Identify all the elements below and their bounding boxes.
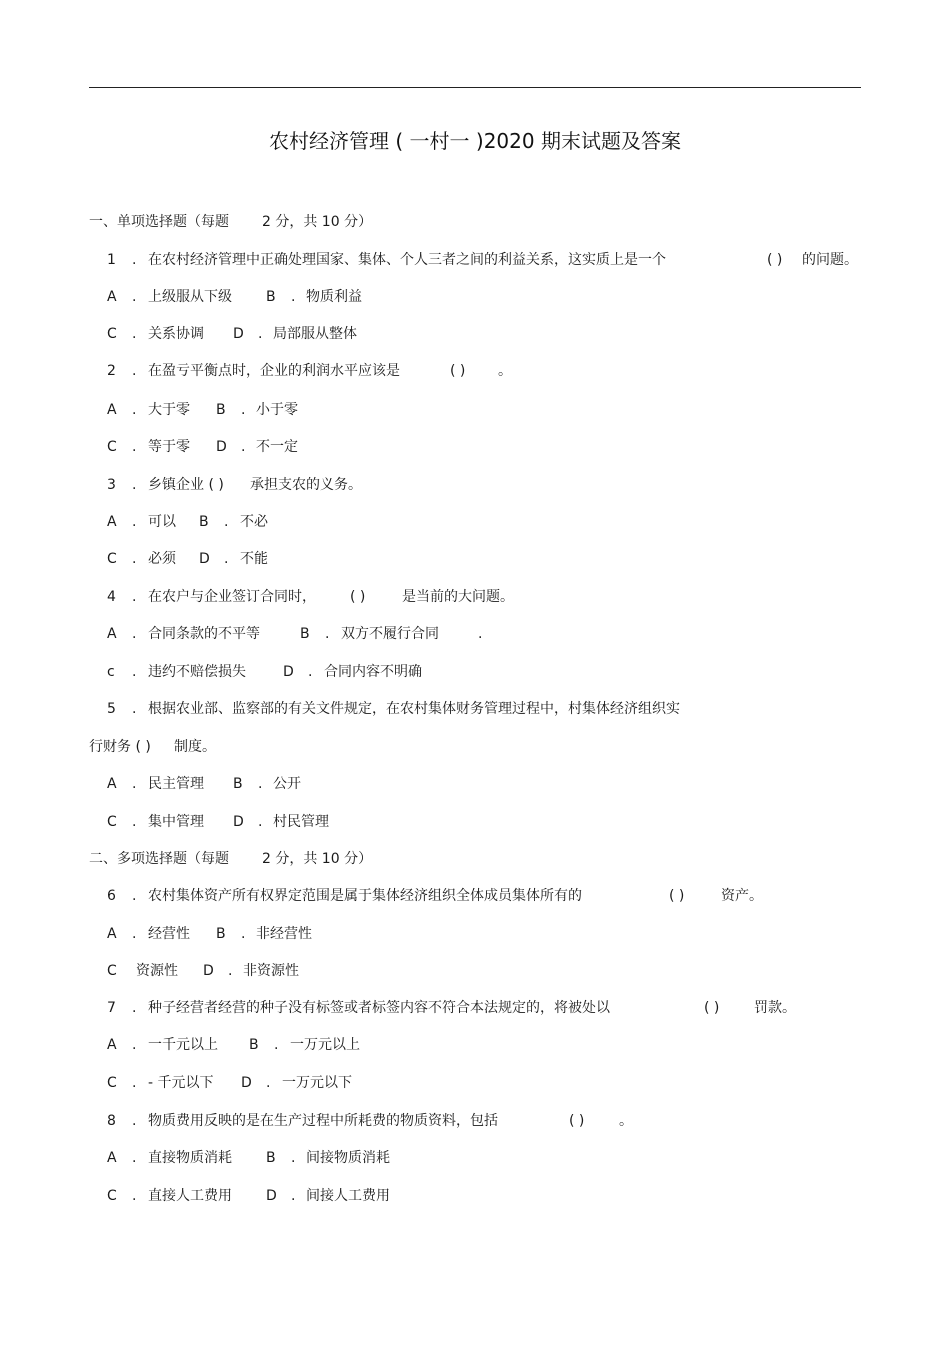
text-segment: B [216, 402, 226, 418]
text-segment: 农村集体资产所有权界定范围是属于集体经济组织全体成员集体所有的 [148, 888, 582, 904]
text-segment: 种子经营者经营的种子没有标签或者标签内容不符合本法规定的，将被处以 [148, 1000, 610, 1016]
text-segment: . [132, 926, 137, 942]
text-segment: C [107, 963, 117, 979]
text-segment: D [233, 814, 244, 830]
text-segment: 物质费用反映的是在生产过程中所耗费的物质资料，包括 [148, 1113, 498, 1129]
text-segment: . [224, 514, 229, 530]
text-segment: . [132, 1113, 137, 1129]
text-segment: A [107, 1150, 117, 1166]
text-segment: D [203, 963, 214, 979]
text-segment: 2 分，共 10 分） [262, 851, 373, 867]
text-segment: 根据农业部、监察部的有关文件规定，在农村集体财务管理过程中，村集体经济组织实 [148, 701, 680, 717]
text-segment: 集中管理 [148, 814, 204, 830]
question-text [0, 885, 950, 907]
question-text [0, 997, 950, 1019]
text-segment: 可以 [148, 514, 176, 530]
text-segment: . [132, 439, 137, 455]
text-segment: . [132, 551, 137, 567]
text-segment: 间接人工费用 [306, 1188, 390, 1204]
header-rule [89, 87, 861, 88]
text-segment: . [258, 814, 263, 830]
text-segment: . [291, 289, 296, 305]
text-segment: 关系协调 [148, 326, 204, 342]
text-segment: 的问题。 [802, 252, 858, 268]
text-segment: D [199, 551, 210, 567]
text-segment: . [132, 514, 137, 530]
answer-options [0, 399, 950, 421]
text-segment: ( ) [704, 1000, 720, 1016]
text-segment: . [258, 776, 263, 792]
text-segment: 合同内容不明确 [324, 664, 422, 680]
text-segment: C [107, 551, 117, 567]
text-segment: B [199, 514, 209, 530]
text-segment: . [132, 888, 137, 904]
text-segment: . [132, 626, 137, 642]
text-segment: B [249, 1037, 259, 1053]
text-segment: ( ) [569, 1113, 585, 1129]
text-segment: . [325, 626, 330, 642]
answer-options [0, 286, 950, 308]
text-segment: 。 [498, 363, 512, 379]
question-text [0, 1110, 950, 1132]
text-segment: . [132, 326, 137, 342]
text-segment: . [132, 1000, 137, 1016]
text-segment: C [107, 439, 117, 455]
text-segment: 一万元以上 [290, 1037, 360, 1053]
text-segment: 1 [107, 252, 116, 268]
text-segment: B [216, 926, 226, 942]
text-segment: A [107, 1037, 117, 1053]
text-segment: D [233, 326, 244, 342]
text-segment: 7 [107, 1000, 116, 1016]
text-segment: C [107, 1188, 117, 1204]
text-segment: . [478, 626, 483, 642]
text-segment: C [107, 1075, 117, 1091]
text-segment: . [308, 664, 313, 680]
text-segment: A [107, 926, 117, 942]
text-segment: 不必 [240, 514, 268, 530]
text-segment: . [132, 589, 137, 605]
text-segment: . [132, 1188, 137, 1204]
text-segment: A [107, 289, 117, 305]
text-segment: B [300, 626, 310, 642]
text-segment: . [132, 477, 137, 493]
text-segment: - 千元以下 [148, 1075, 214, 1091]
text-segment: 一万元以下 [282, 1075, 352, 1091]
text-segment: 直接人工费用 [148, 1188, 232, 1204]
text-segment: . [132, 363, 137, 379]
text-segment: . [132, 776, 137, 792]
text-segment: 。 [619, 1113, 633, 1129]
text-segment: 物质利益 [306, 289, 362, 305]
answer-options [0, 1147, 950, 1169]
text-segment: C [107, 326, 117, 342]
text-segment: D [283, 664, 294, 680]
answer-options [0, 773, 950, 795]
text-segment: . [132, 701, 137, 717]
text-segment: 在农户与企业签订合同时， [148, 589, 316, 605]
text-segment: . [291, 1150, 296, 1166]
text-segment: 村民管理 [273, 814, 329, 830]
text-segment: . [241, 926, 246, 942]
text-segment: 4 [107, 589, 116, 605]
answer-options [0, 960, 950, 982]
text-segment: 等于零 [148, 439, 190, 455]
text-segment: 在农村经济管理中正确处理国家、集体、个人三者之间的利益关系，这实质上是一个 [148, 252, 666, 268]
answer-options [0, 548, 950, 570]
text-segment: 间接物质消耗 [306, 1150, 390, 1166]
text-segment: 在盈亏平衡点时，企业的利润水平应该是 [148, 363, 400, 379]
question-text [0, 736, 950, 758]
text-segment: B [233, 776, 243, 792]
text-segment: 不一定 [256, 439, 298, 455]
text-segment: 双方不履行合同 [341, 626, 439, 642]
text-segment: ( ) [350, 589, 366, 605]
text-segment: 上级服从下级 [148, 289, 232, 305]
text-segment: 直接物质消耗 [148, 1150, 232, 1166]
text-segment: . [132, 402, 137, 418]
text-segment: 必须 [148, 551, 176, 567]
text-segment: 小于零 [256, 402, 298, 418]
text-segment: 一千元以上 [148, 1037, 218, 1053]
text-segment: D [266, 1188, 277, 1204]
text-segment: . [258, 326, 263, 342]
text-segment: . [228, 963, 233, 979]
text-segment: 违约不赔偿损失 [148, 664, 246, 680]
text-segment: C [107, 814, 117, 830]
text-segment: . [132, 289, 137, 305]
text-segment: 合同条款的不平等 [148, 626, 260, 642]
text-segment: . [291, 1188, 296, 1204]
section-heading [0, 848, 950, 870]
text-segment: 资源性 [136, 963, 178, 979]
text-segment: . [132, 1075, 137, 1091]
question-text [0, 698, 950, 720]
answer-options [0, 1034, 950, 1056]
answer-options [0, 623, 950, 645]
text-segment: 二、多项选择题（每题 [89, 851, 229, 867]
answer-options [0, 661, 950, 683]
text-segment: 2 [107, 363, 116, 379]
text-segment: 3 [107, 477, 116, 493]
answer-options [0, 1185, 950, 1207]
text-segment: 承担支农的义务。 [250, 477, 362, 493]
text-segment: c [107, 664, 115, 680]
section-heading [0, 211, 950, 233]
text-segment: . [241, 439, 246, 455]
text-segment: 局部服从整体 [273, 326, 357, 342]
text-segment: . [132, 252, 137, 268]
text-segment: 制度。 [174, 739, 216, 755]
question-text [0, 474, 950, 496]
text-segment: . [132, 664, 137, 680]
text-segment: 资产。 [721, 888, 763, 904]
text-segment: A [107, 776, 117, 792]
answer-options [0, 811, 950, 833]
text-segment: ( ) [767, 252, 783, 268]
text-segment: A [107, 402, 117, 418]
text-segment: 经营性 [148, 926, 190, 942]
text-segment: 民主管理 [148, 776, 204, 792]
answer-options [0, 436, 950, 458]
text-segment: 一、单项选择题（每题 [89, 214, 229, 230]
text-segment: 罚款。 [754, 1000, 796, 1016]
text-segment: 不能 [240, 551, 268, 567]
text-segment: . [132, 814, 137, 830]
text-segment: 5 [107, 701, 116, 717]
text-segment: 8 [107, 1113, 116, 1129]
text-segment: . [224, 551, 229, 567]
text-segment: . [274, 1037, 279, 1053]
text-segment: 公开 [273, 776, 301, 792]
text-segment: B [266, 1150, 276, 1166]
text-segment: ( ) [450, 363, 466, 379]
text-segment: 6 [107, 888, 116, 904]
text-segment: D [241, 1075, 252, 1091]
text-segment: A [107, 514, 117, 530]
question-text [0, 360, 950, 382]
text-segment: 非资源性 [243, 963, 299, 979]
text-segment: 是当前的大问题。 [402, 589, 514, 605]
question-text [0, 249, 950, 271]
answer-options [0, 923, 950, 945]
text-segment: . [241, 402, 246, 418]
text-segment: 非经营性 [256, 926, 312, 942]
text-segment: D [216, 439, 227, 455]
answer-options [0, 323, 950, 345]
text-segment: . [132, 1037, 137, 1053]
text-segment: 行财务 ( ) [89, 739, 151, 755]
page-title: 农村经济管理 ( 一村一 )2020 期末试题及答案 [269, 129, 681, 153]
text-segment: 2 分，共 10 分） [262, 214, 373, 230]
text-segment: ( ) [669, 888, 685, 904]
text-segment: 乡镇企业 ( ) [148, 477, 224, 493]
question-text [0, 586, 950, 608]
text-segment: . [132, 1150, 137, 1166]
text-segment: B [266, 289, 276, 305]
text-segment: . [266, 1075, 271, 1091]
answer-options [0, 1072, 950, 1094]
answer-options [0, 511, 950, 533]
text-segment: 大于零 [148, 402, 190, 418]
text-segment: A [107, 626, 117, 642]
